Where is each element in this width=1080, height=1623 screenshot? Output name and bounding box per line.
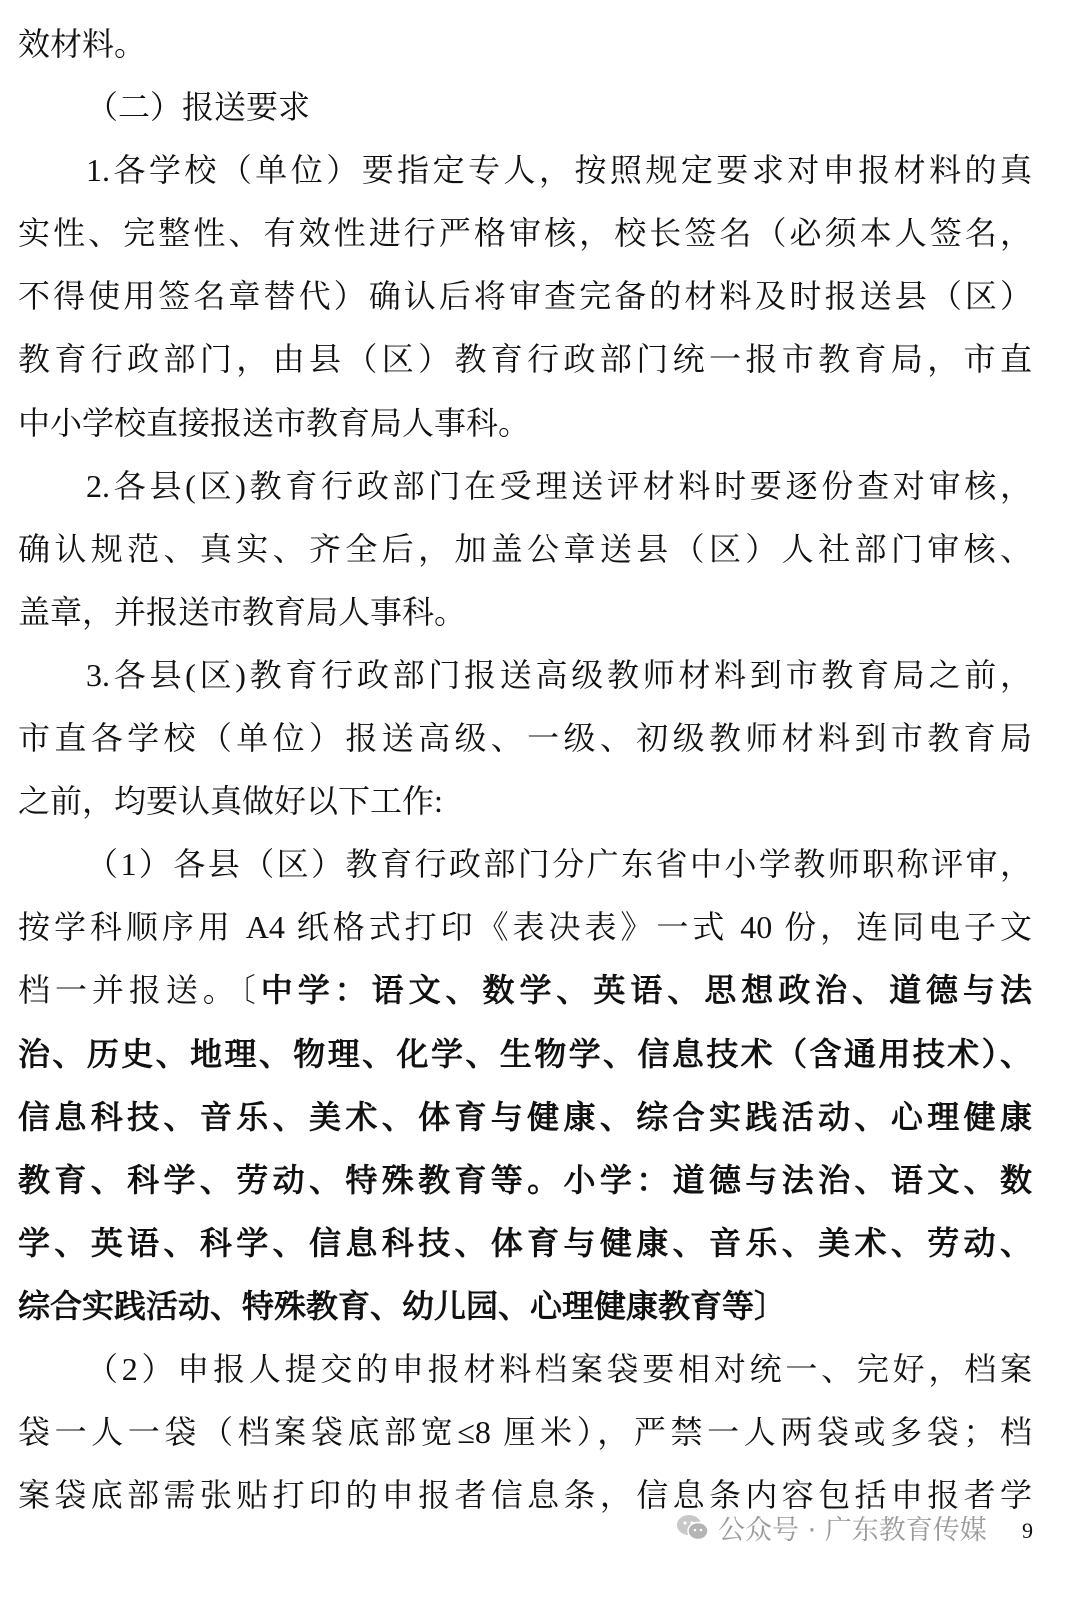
text: 效材料。 [18,26,147,62]
text-line [18,1086,1032,1149]
text-line [18,644,1032,707]
text-line [18,959,1032,1022]
bold-text: 教育、科学、劳动、特殊教育等。小学：道德与法治、语文、数 [18,1161,1032,1198]
text-line [18,1023,1032,1086]
text: 案袋底部需张贴打印的申报者信息条，信息条内容包括申报者学 [18,1477,1032,1514]
text: 2.各县(区)教育行政部门在受理送评材料时要逐份查对审核， [86,467,1032,504]
text-line [18,581,1032,644]
watermark [676,1508,987,1547]
section-heading [18,76,1032,139]
text: 3.各县(区)教育行政部门报送高级教师材料到市教育局之前， [86,656,1032,693]
watermark-text: 公众号 · 广东教育传媒 [718,1515,987,1546]
text-line [18,1212,1032,1275]
text: 按学科顺序用 A4 纸格式打印《表决表》一式 40 份，连同电子文 [18,909,1032,946]
text: 档一并报送。〔 [18,972,261,1009]
text-line [18,833,1032,896]
text-line [18,265,1032,328]
text: 袋一人一袋（档案袋底部宽≤8 厘米），严禁一人两袋或多袋；档 [18,1414,1032,1451]
bold-text: 综合实践活动、特殊教育、幼儿园、心理健康教育等〕 [18,1287,787,1324]
text: 教育行政部门，由县（区）教育行政部门统一报市教育局，市直 [18,341,1032,378]
text: （2）申报人提交的申报材料档案袋要相对统一、完好，档案 [86,1350,1032,1387]
text-line [18,1338,1032,1401]
text-line [18,455,1032,518]
page-number: 9 [1022,1518,1033,1543]
text-line [18,202,1032,265]
text-line [18,328,1032,391]
wechat-icon [676,1513,710,1543]
text-line [18,707,1032,770]
text-line [18,139,1032,202]
text: 之前，均要认真做好以下工作: [18,783,443,820]
bold-text: 信息科技、音乐、美术、体育与健康、综合实践活动、心理健康 [18,1098,1032,1135]
text: 中小学校直接报送市教育局人事科。 [18,404,531,441]
text-line [18,13,1032,76]
text: 市直各学校（单位）报送高级、一级、初级教师材料到市教育局 [18,720,1032,757]
text: （二）报送要求 [86,89,311,126]
document-body [18,13,1032,1527]
text: 确认规范、真实、齐全后，加盖公章送县（区）人社部门审核、 [18,530,1032,567]
text-line [18,1275,1032,1338]
text-line [18,392,1032,455]
bold-text: 学、英语、科学、信息科技、体育与健康、音乐、美术、劳动、 [18,1224,1032,1261]
bold-text: 中学：语文、数学、英语、思想政治、道德与法 [260,972,1032,1009]
text-line [18,896,1032,959]
text-line [18,518,1032,581]
text-line [18,770,1032,833]
text: 不得使用签名章替代）确认后将审查完备的材料及时报送县（区） [18,278,1032,315]
text: （1）各县（区）教育行政部门分广东省中小学教师职称评审， [86,846,1032,883]
text: 1.各学校（单位）要指定专人，按照规定要求对申报材料的真 [86,152,1032,189]
text: 实性、完整性、有效性进行严格审核，校长签名（必须本人签名， [18,215,1032,252]
text-line [18,1401,1032,1464]
text: 盖章，并报送市教育局人事科。 [18,593,467,630]
bold-text: 治、历史、地理、物理、化学、生物学、信息技术（含通用技术）、 [18,1035,1032,1072]
text-line [18,1149,1032,1212]
